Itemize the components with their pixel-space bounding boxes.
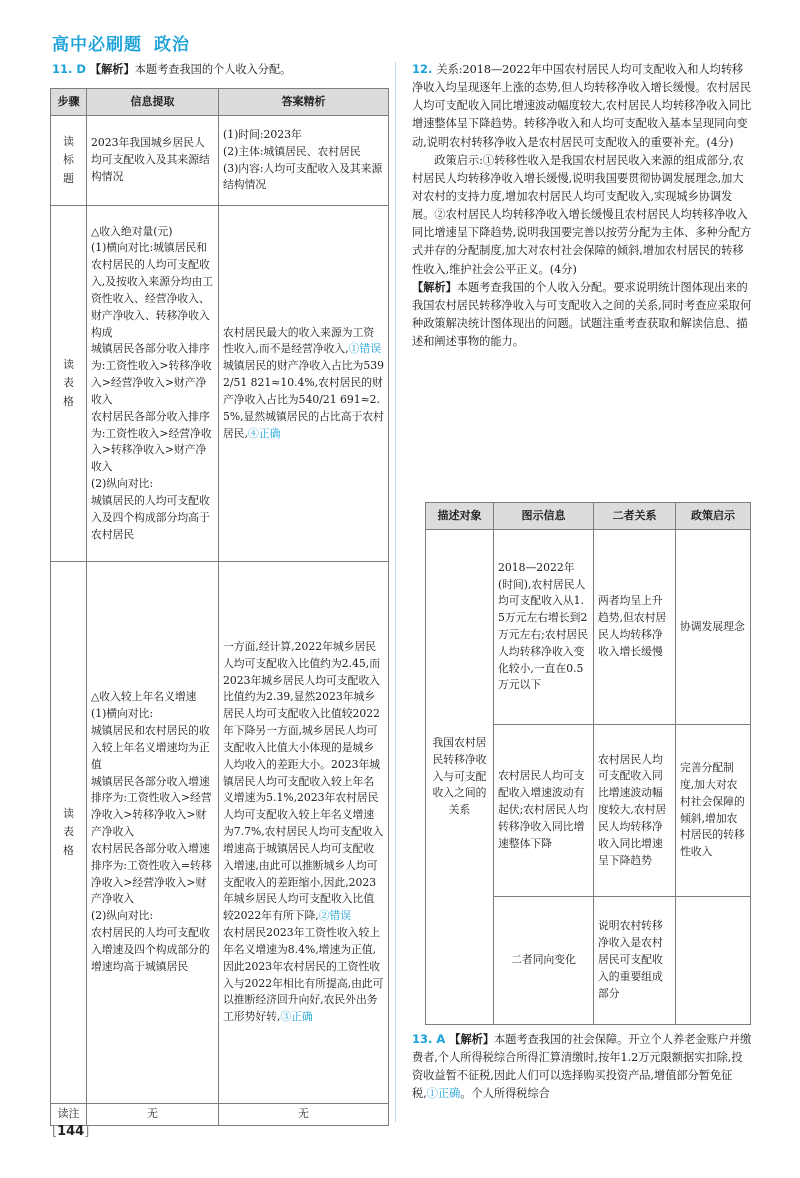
q12-number: 12. (412, 62, 433, 76)
q12-relation-text: 关系:2018—2022年中国农村居民人均可支配收入和人均转移净收入均呈现逐年上涨的态势,但人均转移净收入增长缓慢。农村居民人均可支配收入同比增速波动幅度较大,农村居民人均转移净收入同比增速整体呈下降趋势。转移净收入和人均可支配收入基本呈现同向变动,说明农村转移净收入是农村居民可支配收入的重要补充。(4分) (412, 63, 752, 149)
q13-number: 13. A (412, 1032, 446, 1046)
q11-row1-answer (219, 116, 389, 206)
q11-row3-info-line: △收入较上年名义增速 (91, 690, 197, 704)
q11-row-notes (51, 1104, 389, 1126)
q11-row4-step: 读注 (51, 1104, 87, 1126)
q12-row1-relation: 两者均呈上升趋势,但农村居民人均转移净收入增长缓慢 (594, 530, 676, 725)
q12-block (412, 60, 752, 351)
q11-row2-step: 读表格 (63, 357, 74, 408)
running-header (52, 30, 190, 55)
header-subject: 政治 (154, 35, 190, 55)
q11-mark-1: ①错误 (348, 342, 382, 356)
q12-para1 (412, 60, 752, 152)
q11-row4-info: 无 (87, 1104, 219, 1126)
q11-intro (52, 60, 392, 79)
q11-row-absolute (51, 206, 389, 562)
q11-table-header-row (51, 89, 389, 116)
q12-analysis-table (425, 502, 751, 1025)
q13-text-cont: 。个人所得税综合 (460, 1087, 550, 1101)
q11-row4-answer: 无 (219, 1104, 389, 1126)
q12-header-info: 图示信息 (494, 503, 594, 530)
q13-mark-1: ①正确 (426, 1087, 461, 1101)
q11-row2-info-line: (2)纵向对比: (91, 477, 154, 491)
q11-analysis-table (50, 88, 389, 1126)
q11-mark-2: ②错误 (318, 909, 352, 923)
q12-row3-policy (676, 897, 751, 1025)
q11-row3-info-line: 农村居民各部分收入增速排序为:工资性收入=转移净收入>经营净收入>财产净收入 (91, 841, 212, 906)
q11-row3-answer-text: 农村居民2023年工资性收入较上年名义增速为8.4%,增速为正值,因此2023年农村居民的工资性收入与2022年相比有所提高,由此可以推断经济回升向好,农民外出务工形势好转, (223, 926, 384, 1024)
q11-mark-4: ④正确 (248, 426, 281, 440)
q11-row2-info-line: 农村居民各部分收入排序为:工资性收入>经营净收入>转移净收入>财产净收入 (91, 409, 212, 474)
q11-row3-answer (219, 562, 389, 1104)
q11-analysis-tag: 【解析】 (89, 63, 135, 76)
q12-row3-relation: 说明农村转移净收入是农村居民可支配收入的重要组成部分 (594, 897, 676, 1025)
q12-analysis-text: 本题考查我国的个人收入分配。要求说明统计图体现出来的我国农村居民转移净收入与可支配收入之间的关系,同时考查应采取何种政策解决统计图体现出的问题。试题注重考查获取和解读信息、描述和阐述事物的能力。 (412, 280, 752, 349)
q11-row2-answer-text: 农村居民最大的收入来源为工资性收入,而不是经营净收入, (223, 325, 375, 356)
q12-header-policy: 政策启示 (676, 503, 751, 530)
q13-analysis-tag: 【解析】 (449, 1033, 495, 1046)
q12-para3 (412, 279, 752, 352)
q11-row3-info-line: (2)纵向对比: (91, 909, 154, 923)
q11-row2-info (87, 206, 219, 562)
q12-row2-policy: 完善分配制度,加大对农村社会保障的倾斜,增加农村居民的转移性收入 (676, 725, 751, 897)
q12-row1-policy: 协调发展理念 (676, 530, 751, 725)
q11-intro-text: 本题考查我国的个人收入分配。 (134, 63, 292, 76)
q11-row1-step: 读标题 (63, 134, 74, 185)
q12-table-header-row (426, 503, 751, 530)
q11-row2-info-line: (1)横向对比:城镇居民和农村居民的人均可支配收入,及按收入来源分均由工资性收入、经营净收入、财产净收入、转移净收入构成 (91, 241, 214, 339)
q11-row3-info-line: (1)横向对比: (91, 707, 154, 721)
q11-row1-answer-line: (3)内容:人均可支配收入及其来源结构情况 (223, 161, 383, 192)
q11-row2-info-line: 城镇居民各部分收入排序为:工资性收入>转移净收入>经营净收入>财产净收入 (91, 342, 212, 406)
q12-row3-info: 二者同向变化 (494, 897, 594, 1025)
q11-number: 11. D (52, 62, 86, 76)
q11-mark-3: ③正确 (280, 1010, 313, 1024)
q12-row1-info: 2018—2022年(时间),农村居民人均可支配收入从1.5万元左右增长到2万元左右;农村居民人均转移净收入变化较小,一直在0.5万元以下 (494, 530, 594, 725)
q11-row3-step: 读表格 (63, 806, 74, 857)
q11-row3-info-line: 城镇居民和农村居民的收入较上年名义增速均为正值 (91, 724, 210, 771)
header-book-title: 高中必刷题 (52, 35, 142, 55)
q11-row3-info-line: 农村居民的人均可支配收入增速及四个构成部分的增速均高于城镇居民 (91, 926, 210, 973)
column-divider (395, 62, 396, 1122)
q12-para2: 政策启示:①转移性收入是我国农村居民收入来源的组成部分,农村居民人均转移净收入增长缓慢,说明我国要贯彻协调发展理念,加大对农村的支持力度,增加农村居民人均可支配收入,实现城乡协调发展。②农村居民人均转移净收入增长缓慢且农村居民人均转移净收入同比增速呈下降趋势,说明我国要完善以按劳分配为主体、多种分配方式并存的分配制度,加大对农村社会保障的倾斜,增加农村居民的转移性收入,维护社会公平正义。(4分) (412, 153, 752, 276)
page-number: [144] (52, 1124, 90, 1139)
q12-table-row (426, 530, 751, 725)
q11-row2-info-line: 城镇居民的人均可支配收入及四个构成部分均高于农村居民 (91, 493, 210, 541)
q12-row2-info: 农村居民人均可支配收入增速波动有起伏;农村居民人均转移净收入同比增速整体下降 (494, 725, 594, 897)
q11-row2-answer-text: 城镇居民的财产净收入占比为5392/51 821≈10.4%,农村居民的财产净收入占比为540/21 691≈2.5%,显然城镇居民的占比高于农村居民, (223, 359, 384, 440)
q12-row2-relation: 农村居民人均可支配收入同比增速波动幅度较大,农村居民人均转移净收入同比增速呈下降趋势 (594, 725, 676, 897)
q13-text: 本题考查我国的社会保障。开立个人养老金账户并缴费者,个人所得税综合所得汇算清缴时,按年1.2万元限额据实扣除,投资收益暂不征税,因此人们可以选择购买投资产品,增值部分暂免征税, (412, 1033, 752, 1101)
q11-header-info: 信息提取 (87, 89, 219, 116)
q11-header-step: 步骤 (51, 89, 87, 116)
q11-row3-answer-text: 一方面,经计算,2022年城乡居民人均可支配收入比值约为2.45,而2023年城乡居民人均可支配收入比值约为2.39,显然2023年城乡居民人均可支配收入比值较2022年下降另一方面,城乡居民人均可支配收入比值大小体现的是城乡人均收入的差距大小。2023年城镇居民人均可支配收入较上年名义增速为5.1%,2023年农村居民人均可支配收入较上年名义增速为7.7%,农村居民人均可支配收入增速高于城镇居民人均可支配收入增速,由此可以推断城乡人均可支配收入的差距缩小,因此,2023年城乡居民人均可支配收入比值较2022年有所下降, (223, 639, 384, 923)
q11-row1-answer-line: (2)主体:城镇居民、农村居民 (223, 144, 361, 158)
q12-analysis-tag: 【解析】 (412, 280, 457, 294)
q11-row-title (51, 116, 389, 206)
q13-block (412, 1030, 752, 1104)
q11-header-answer: 答案精析 (219, 89, 389, 116)
q12-header-subject: 描述对象 (426, 503, 494, 530)
q11-row2-answer (219, 206, 389, 562)
q11-row3-info (87, 562, 219, 1104)
page-number-value: 144 (57, 1124, 85, 1139)
q11-row2-info-line: △收入绝对量(元) (91, 224, 173, 238)
q11-row1-info: 2023年我国城乡居民人均可支配收入及其来源结构情况 (87, 116, 219, 206)
q11-row3-info-line: 城镇居民各部分收入增速排序为:工资性收入>经营净收入>转移净收入>财产净收入 (91, 774, 212, 839)
q12-subject-cell: 我国农村居民转移净收入与可支配收入之间的关系 (426, 530, 494, 1025)
q11-row-growth (51, 562, 389, 1104)
q11-row1-answer-line: (1)时间:2023年 (223, 127, 302, 141)
q12-header-relation: 二者关系 (594, 503, 676, 530)
